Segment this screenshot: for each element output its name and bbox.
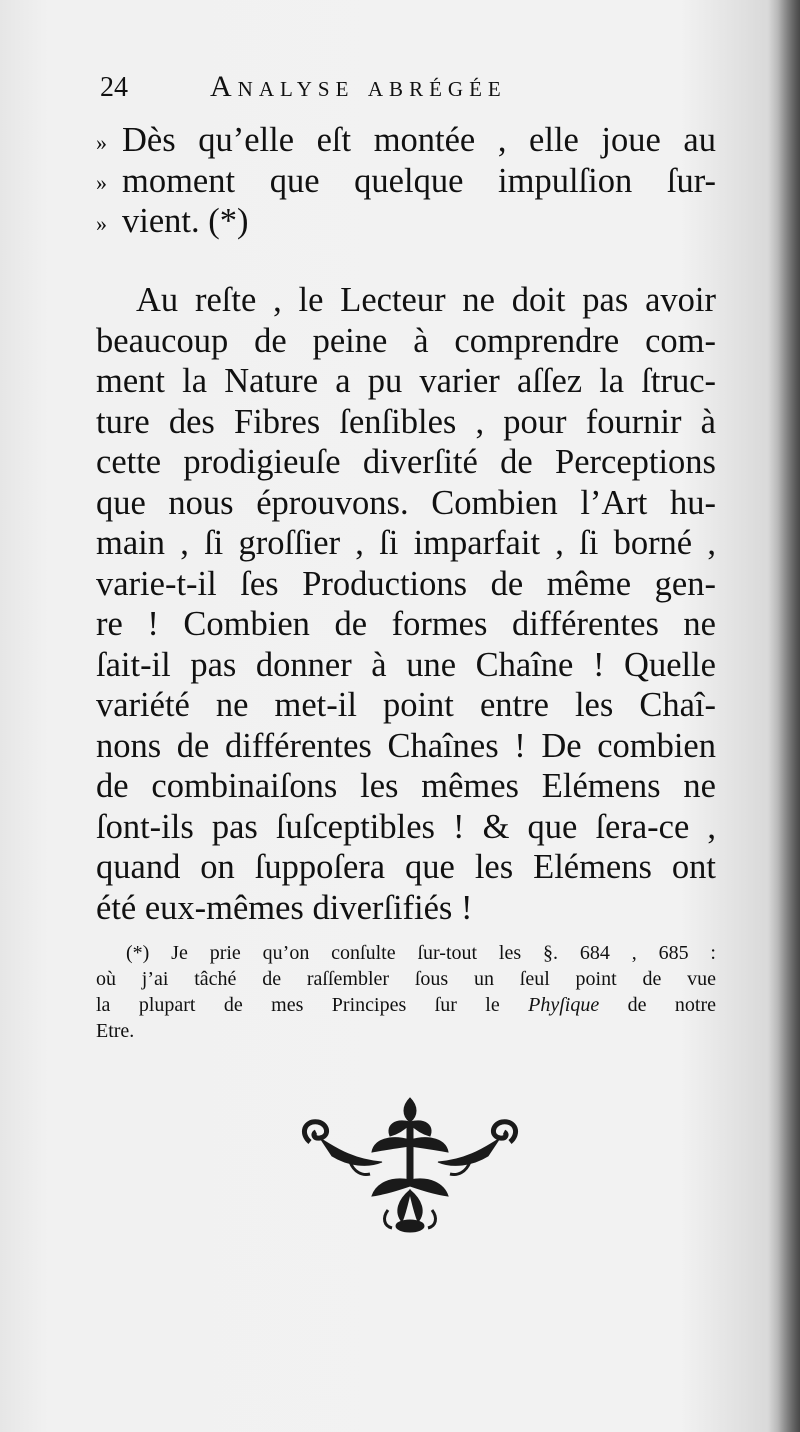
quote-line: » Dès qu’elle eſt montée , elle joue au	[96, 120, 716, 161]
paragraph-line: Au reſte , le Lecteur ne doit pas avoir	[136, 281, 716, 319]
paragraph-line: ſait-il pas donner à une Chaîne ! Quelle	[96, 645, 716, 684]
paragraph-line: été eux-mêmes diverſifiés !	[96, 888, 473, 927]
quote-mark: »	[96, 210, 107, 236]
paragraph-line: que nous éprouvons. Combien l’Art hu-	[96, 483, 716, 522]
fleuron-ornament-icon	[290, 1090, 530, 1240]
quote-line: » moment que quelque impulſion ſur-	[96, 161, 716, 202]
footnote-italic-word: Phyſique	[528, 994, 600, 1016]
paragraph-line: cette prodigieuſe diverſité de Perceptions	[96, 443, 716, 481]
paragraph-line: de combinaiſons les mêmes Elémens ne	[96, 767, 716, 805]
paragraph-line: ment la Nature a pu varier aſſez la ſtruc-	[96, 362, 716, 400]
quote-block	[96, 120, 716, 242]
quote-line: » vient. (*)	[96, 201, 716, 242]
paragraph-line: varie-t-il ſes Productions de même gen-	[96, 564, 716, 603]
footnote-line: Etre.	[96, 1020, 135, 1042]
running-head: Analyse abrégée	[210, 70, 507, 103]
footnote-line: (*) Je prie qu’on conſulte ſur-tout les §. 684 , 685 :	[126, 942, 716, 964]
paragraph-line: ture des Fibres ſenſibles , pour fournir à	[96, 402, 716, 441]
paragraph-line: re ! Combien de formes différentes ne	[96, 605, 716, 643]
page-number: 24	[100, 72, 128, 103]
footnote-line: où j’ai tâché de raſſembler ſous un ſeul point de vue	[96, 968, 716, 990]
footnote	[96, 940, 716, 1044]
paragraph-line: quand on ſuppoſera que les Elémens ont	[96, 848, 716, 886]
paragraph-line: variété ne met-il point entre les Chaî-	[96, 686, 716, 724]
main-paragraph	[96, 280, 716, 928]
paragraph-line: beaucoup de peine à comprendre com-	[96, 321, 716, 360]
paragraph-line: nons de différentes Chaînes ! De combien	[96, 726, 716, 765]
quote-mark: »	[96, 129, 107, 155]
footnote-line: la plupart de mes Principes ſur le Phyſique de notre	[96, 994, 716, 1016]
paragraph-line: main , ſi groſſier , ſi imparfait , ſi borné ,	[96, 524, 716, 562]
quote-mark: »	[96, 170, 107, 196]
paragraph-line: ſont-ils pas ſuſceptibles ! & que ſera-ce ,	[96, 807, 716, 846]
page-header	[100, 70, 710, 120]
